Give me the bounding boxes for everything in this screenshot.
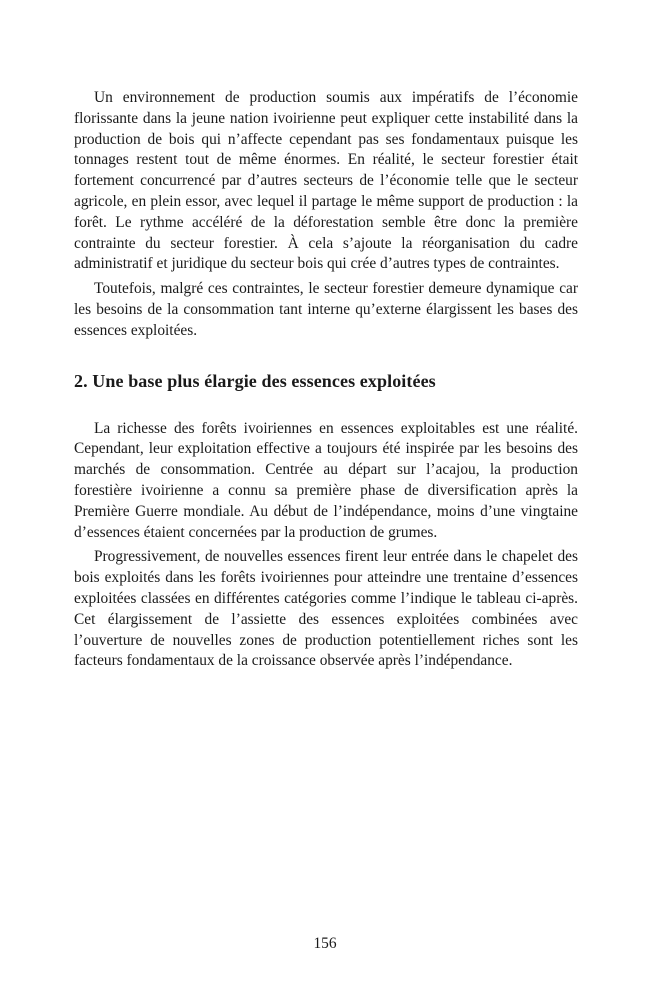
page-body	[74, 88, 578, 676]
page-number: 156	[313, 935, 337, 952]
section-heading: 2. Une base plus élargie des essences exploitées	[74, 370, 436, 391]
paragraph: Toutefois, malgré ces contraintes, le secteur forestier demeure dynamique car les besoins de la consommation tant interne qu’externe élargissent les bases des essences exploitées.	[74, 280, 578, 339]
paragraph: Progressivement, de nouvelles essences firent leur entrée dans le chapelet des bois exploités dans les forêts ivoiriennes pour atteindre une trentaine d’essences exploitées classées en différentes catégories comme l’indique le tableau ci-après. Cet élargissement de l’assiette des essences exploitées combinées avec l’ouverture de nouvelles zones de production potentiellement riches sont les facteurs fondamentaux de la croissance observée après l’indépendance.	[74, 548, 578, 670]
paragraph: La richesse des forêts ivoiriennes en essences exploitables est une réalité. Cependant, leur exploitation effective a toujours été inspirée par les besoins des marchés de consommation. Centrée au départ sur l’acajou, la production forestière ivoirienne a connu sa première phase de diversification après la Première Guerre mondiale. Au début de l’indépendance, moins d’une vingtaine d’essences étaient concernées par la production de grumes.	[74, 419, 578, 541]
paragraph: Un environnement de production soumis aux impératifs de l’économie florissante dans la jeune nation ivoirienne peut expliquer cette instabilité dans la production de bois qui n’affecte cependant pas ses fondamentaux puisque les tonnages restent tout de même énormes. En réalité, le secteur forestier était fortement concurrencé par d’autres secteurs de l’économie telle que le secteur agricole, en plein essor, avec lequel il partage le même support de production : la forêt. Le rythme accéléré de la déforestation semble être donc la première contrainte du secteur forestier. À cela s’ajoute la réorganisation du cadre administratif et juridique du secteur bois qui crée d’autres types de contraintes.	[74, 89, 578, 273]
